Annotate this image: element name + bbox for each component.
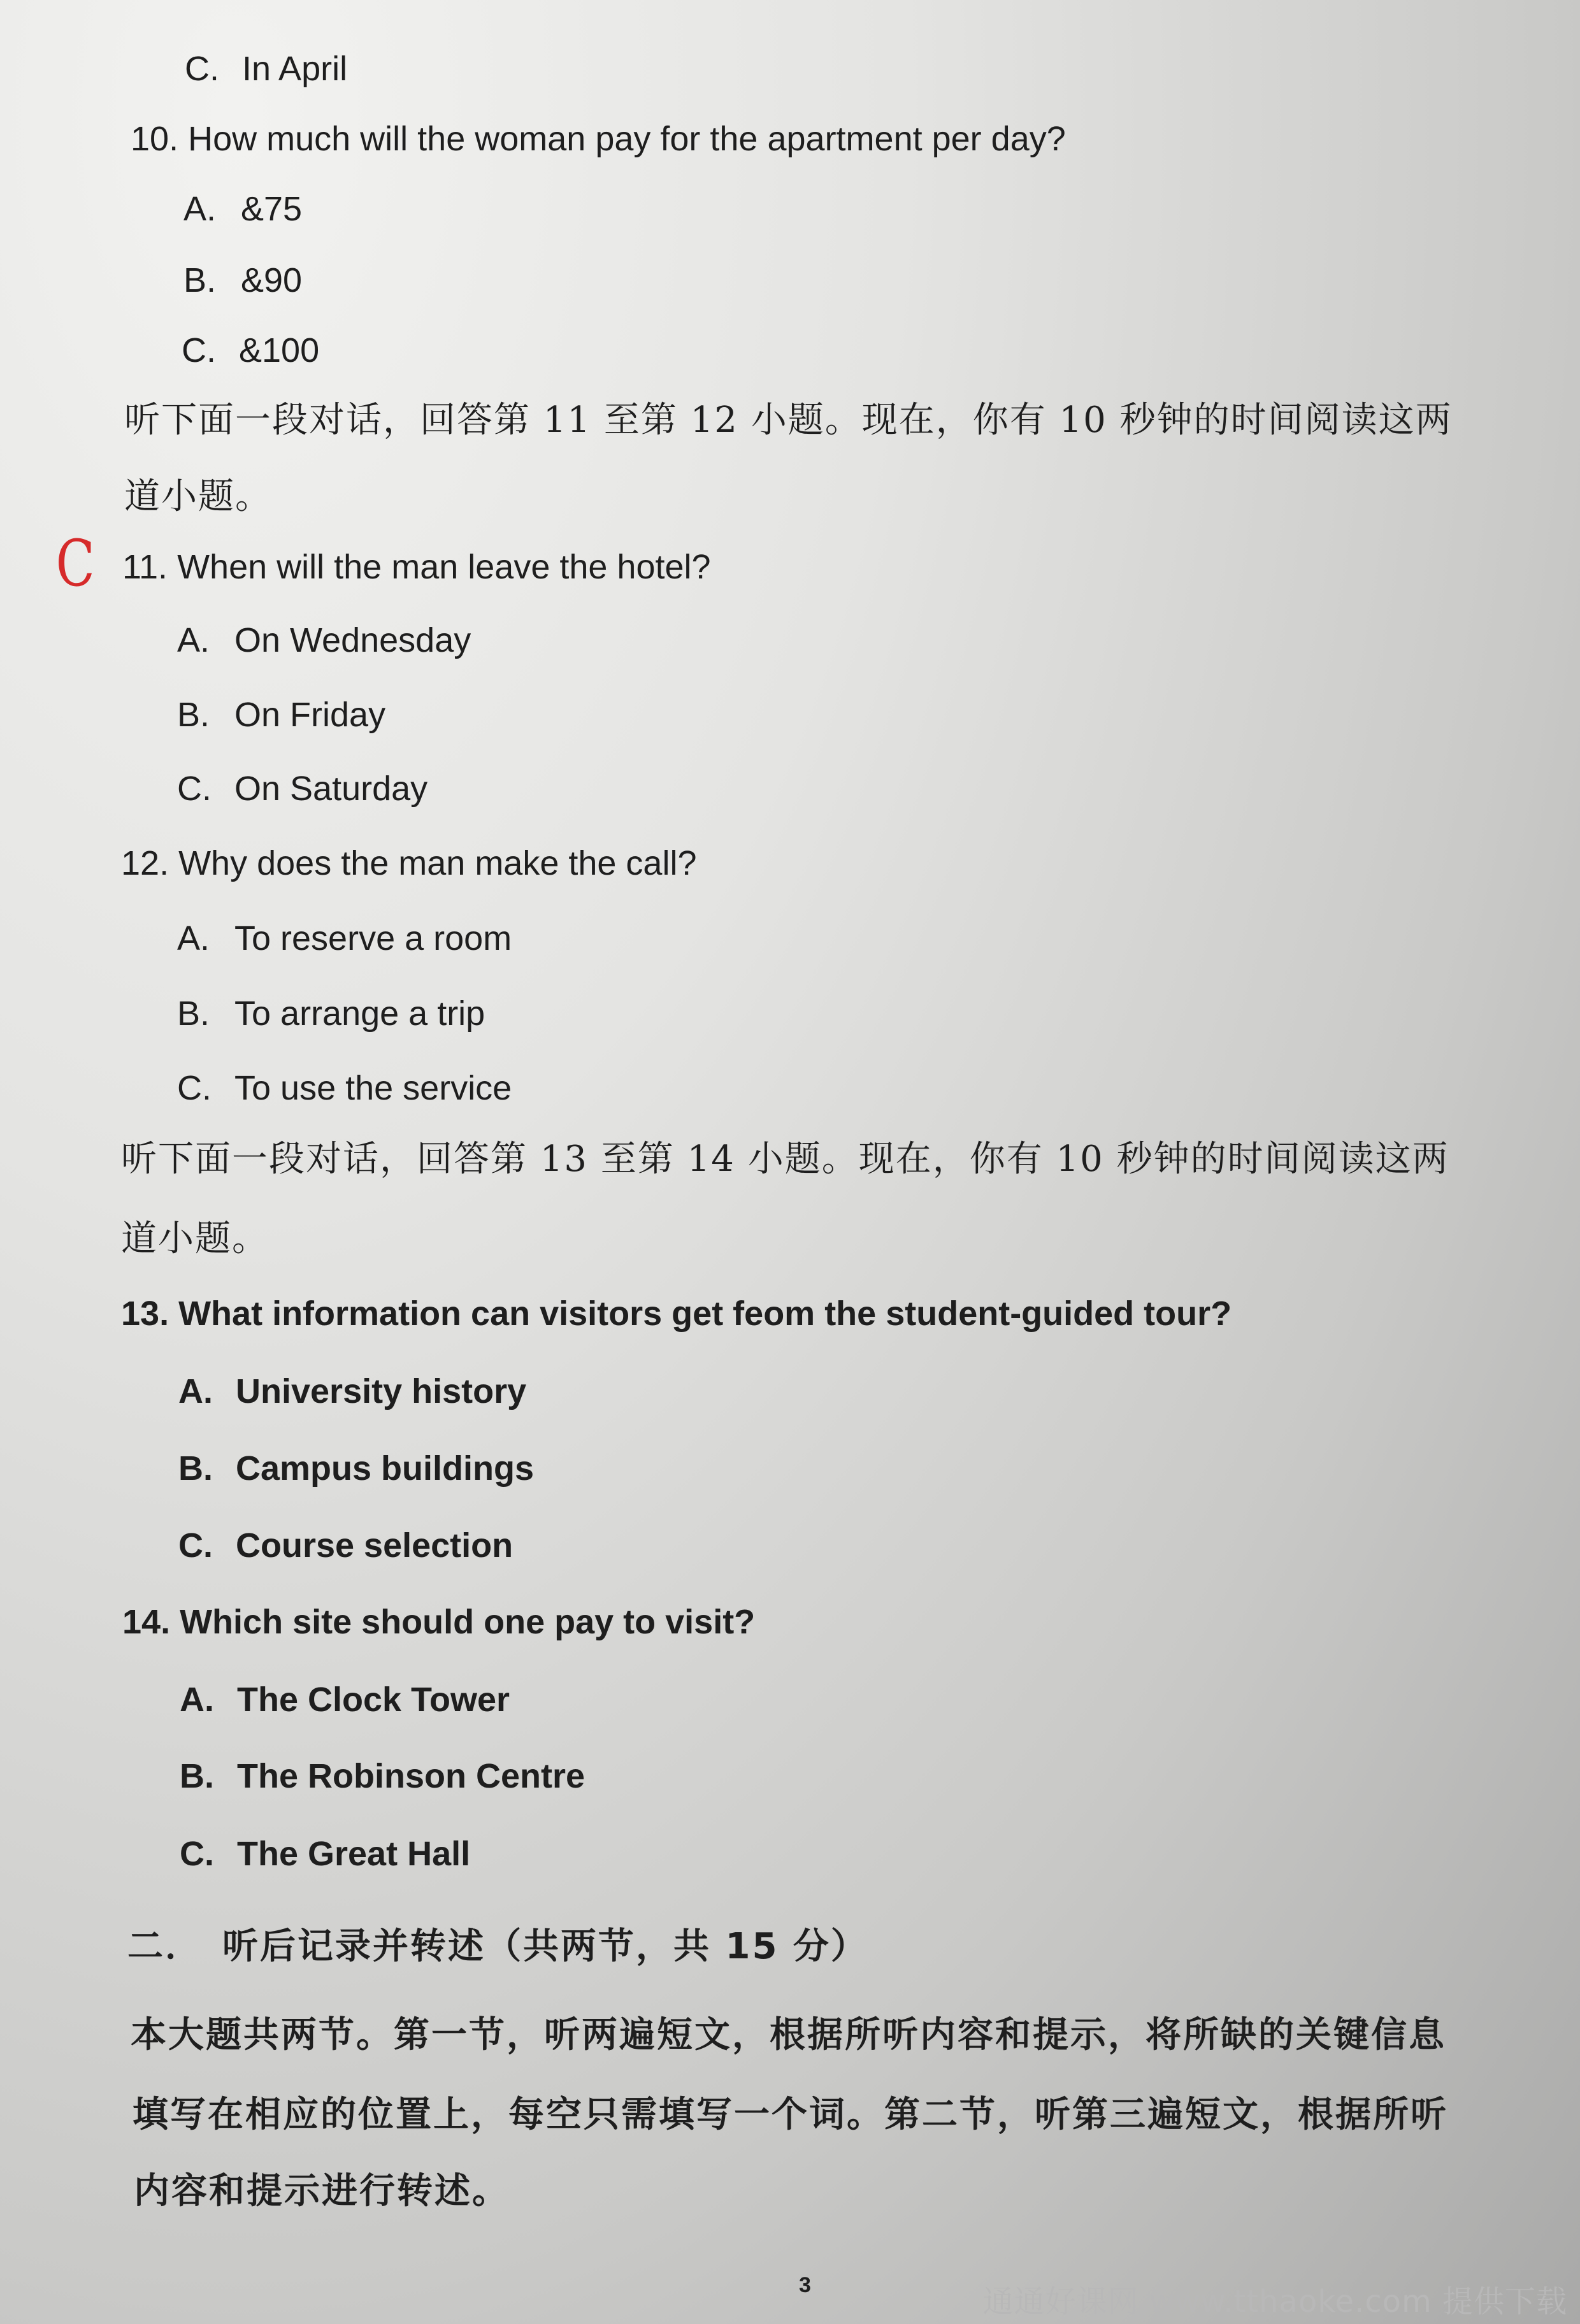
option-text: To use the service xyxy=(234,1069,512,1107)
option-text: To arrange a trip xyxy=(234,994,485,1033)
question-text: When will the man leave the hotel? xyxy=(177,548,711,586)
section2-para-line2: 填写在相应的位置上，每空只需填写一个词。第二节，听第三遍短文，根据所听 xyxy=(133,2094,1448,2135)
option-letter: C. xyxy=(178,1526,213,1565)
option-text: The Robinson Centre xyxy=(237,1757,585,1795)
option-text: On Friday xyxy=(234,696,386,734)
question-number: 10. xyxy=(131,120,179,158)
q10-option-c xyxy=(182,331,319,369)
option-text: In April xyxy=(242,50,348,88)
option-letter: B. xyxy=(183,261,217,299)
q11-option-a xyxy=(177,621,471,659)
q11-question xyxy=(122,548,711,586)
q13-option-b xyxy=(178,1449,534,1488)
q10-option-a xyxy=(183,190,302,228)
q12-option-c xyxy=(177,1069,512,1107)
q10-option-b xyxy=(183,261,302,299)
option-letter: C. xyxy=(185,50,219,88)
option-letter: B. xyxy=(178,1449,213,1488)
option-letter: A. xyxy=(180,1681,214,1719)
option-text: &75 xyxy=(241,190,303,228)
option-text: Campus buildings xyxy=(236,1449,535,1488)
question-text: Which site should one pay to visit? xyxy=(180,1603,756,1641)
q14-option-c xyxy=(180,1835,470,1873)
q12-option-b xyxy=(177,994,485,1033)
option-text: University history xyxy=(236,1372,527,1410)
option-text: Course selection xyxy=(236,1526,514,1565)
option-letter: A. xyxy=(183,190,217,228)
q14-question xyxy=(122,1603,755,1641)
option-text: On Saturday xyxy=(234,770,428,808)
page-number: 3 xyxy=(799,2273,811,2297)
option-text: To reserve a room xyxy=(234,919,512,958)
q13-option-a xyxy=(178,1372,526,1410)
option-text: &100 xyxy=(239,331,320,369)
q13-question xyxy=(121,1295,1232,1333)
question-text: How much will the woman pay for the apartment per day? xyxy=(188,120,1066,158)
instruction-13-14-line1: 听下面一段对话，回答第 13 至第 14 小题。现在，你有 10 秒钟的时间阅读这两 xyxy=(121,1138,1449,1180)
question-text: Why does the man make the call? xyxy=(178,844,697,882)
option-letter: B. xyxy=(177,696,210,734)
option-letter: B. xyxy=(180,1757,214,1795)
option-letter: C. xyxy=(182,331,216,369)
option-letter: A. xyxy=(178,1372,213,1410)
question-number: 11. xyxy=(122,548,168,586)
handwritten-answer-mark: C xyxy=(55,526,95,601)
instruction-11-12-line2: 道小题。 xyxy=(124,476,272,517)
option-text: &90 xyxy=(241,261,303,299)
q12-option-a xyxy=(177,919,512,958)
section2-para-line3: 内容和提示进行转述。 xyxy=(134,2170,510,2212)
option-letter: A. xyxy=(177,621,210,659)
q14-option-a xyxy=(180,1681,510,1719)
option-letter: C. xyxy=(177,770,212,808)
q12-question xyxy=(121,844,697,882)
q11-option-c xyxy=(177,770,427,808)
option-text: On Wednesday xyxy=(234,621,471,659)
q11-option-b xyxy=(177,696,385,734)
instruction-11-12-line1: 听下面一段对话，回答第 11 至第 12 小题。现在，你有 10 秒钟的时间阅读这两 xyxy=(124,399,1453,441)
option-letter: A. xyxy=(177,919,210,958)
section2-heading: 二． 听后记录并转述（共两节，共 15 分） xyxy=(127,1926,868,1967)
question-number: 13. xyxy=(121,1295,169,1333)
instruction-13-14-line2: 道小题。 xyxy=(121,1218,269,1259)
q10-question xyxy=(131,120,1066,158)
question-text: What information can visitors get feom the student-guided tour? xyxy=(178,1295,1232,1333)
watermark-text: 通通好课网 www.tthaoke.com 提供下载 xyxy=(982,2284,1567,2320)
q13-option-c xyxy=(178,1526,513,1565)
option-letter: B. xyxy=(177,994,210,1033)
q9-option-c xyxy=(185,50,347,88)
section2-para-line1: 本大题共两节。第一节，听两遍短文，根据所听内容和提示，将所缺的关键信息 xyxy=(131,2014,1446,2056)
q14-option-b xyxy=(180,1757,585,1795)
option-text: The Clock Tower xyxy=(237,1681,510,1719)
option-letter: C. xyxy=(177,1069,212,1107)
option-letter: C. xyxy=(180,1835,214,1873)
question-number: 12. xyxy=(121,844,169,882)
option-text: The Great Hall xyxy=(237,1835,471,1873)
question-number: 14. xyxy=(122,1603,171,1641)
